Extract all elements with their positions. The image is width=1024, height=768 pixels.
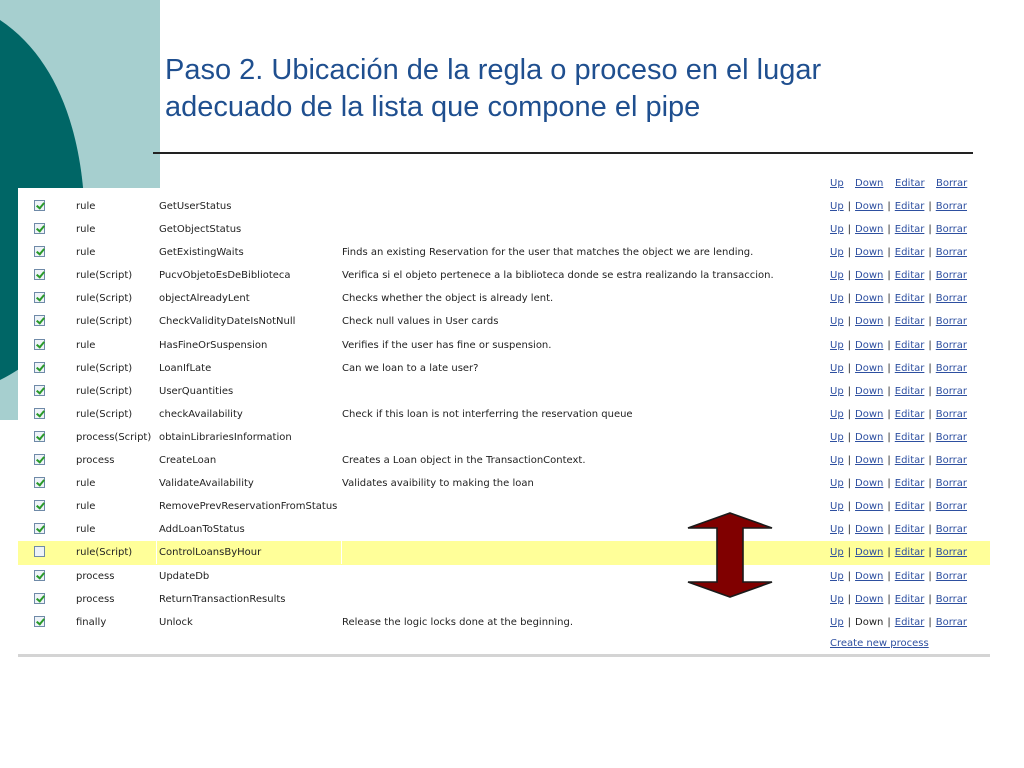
- row-checkbox-cell: [32, 541, 52, 564]
- delete-link[interactable]: Borrar: [935, 201, 968, 212]
- down-link[interactable]: Down: [855, 478, 884, 490]
- row-name: LoanIfLate: [159, 362, 212, 374]
- down-link[interactable]: Down: [855, 224, 884, 236]
- row-description: Can we loan to a late user?: [342, 362, 479, 374]
- action-separator: |: [887, 316, 891, 328]
- up-link[interactable]: Up: [830, 547, 844, 559]
- action-separator: |: [887, 478, 891, 490]
- row-actions: [830, 565, 990, 588]
- enabled-checkbox[interactable]: [34, 362, 45, 373]
- action-separator: |: [887, 408, 891, 420]
- delete-link[interactable]: Borrar: [935, 570, 968, 582]
- row-description: [342, 218, 827, 241]
- delete-link[interactable]: Borrar: [935, 224, 968, 236]
- down-link[interactable]: Down: [855, 339, 884, 351]
- up-link[interactable]: Up: [830, 593, 844, 605]
- up-link[interactable]: Up: [830, 201, 844, 212]
- row-name: HasFineOrSuspension: [159, 339, 268, 351]
- down-label: Down: [855, 616, 884, 628]
- up-link[interactable]: Up: [830, 316, 844, 328]
- up-link[interactable]: Up: [830, 408, 844, 420]
- action-separator: |: [928, 224, 932, 236]
- up-link[interactable]: Up: [830, 339, 844, 351]
- row-actions: [830, 310, 990, 333]
- row-actions: [830, 380, 990, 403]
- row-name: ValidateAvailability: [159, 478, 254, 490]
- row-checkbox-cell: [32, 472, 52, 495]
- row-type: process: [76, 570, 115, 582]
- edit-link[interactable]: Editar: [894, 431, 925, 443]
- table-row: [18, 357, 990, 380]
- action-separator: |: [887, 593, 891, 605]
- down-link[interactable]: Down: [855, 201, 884, 212]
- down-link[interactable]: Down: [855, 570, 884, 582]
- down-link[interactable]: Down: [855, 547, 884, 559]
- up-link[interactable]: Up: [830, 455, 844, 467]
- row-type: process: [76, 455, 115, 467]
- edit-link[interactable]: Editar: [894, 616, 925, 628]
- row-description: [342, 426, 827, 449]
- enabled-checkbox[interactable]: [34, 315, 45, 326]
- action-separator: |: [928, 408, 932, 420]
- edit-link[interactable]: Editar: [894, 524, 925, 536]
- table-row: [18, 310, 990, 333]
- row-type: rule(Script): [76, 316, 133, 328]
- double-arrow-icon: [686, 511, 774, 599]
- row-type: rule(Script): [76, 270, 133, 282]
- up-link[interactable]: Up: [830, 362, 844, 374]
- up-link[interactable]: Up: [830, 178, 844, 189]
- row-description: Check null values in User cards: [342, 316, 499, 328]
- row-name: GetObjectStatus: [159, 224, 242, 236]
- table-row: [18, 565, 990, 588]
- enabled-checkbox[interactable]: [34, 593, 45, 604]
- action-separator: |: [887, 455, 891, 467]
- row-checkbox-cell: [32, 588, 52, 611]
- row-checkbox-cell: [32, 495, 52, 518]
- row-name: PucvObjetoEsDeBiblioteca: [159, 270, 291, 282]
- enabled-checkbox[interactable]: [34, 431, 45, 442]
- row-actions: [830, 449, 990, 472]
- enabled-checkbox[interactable]: [34, 246, 45, 257]
- row-type: rule(Script): [76, 362, 133, 374]
- row-actions: [830, 264, 990, 287]
- action-separator: |: [928, 616, 932, 628]
- row-description: Verifica si el objeto pertenece a la biblioteca donde se estra realizando la transaccion.: [342, 270, 774, 282]
- row-actions: [830, 426, 990, 449]
- action-separator: |: [847, 316, 852, 328]
- row-checkbox-cell: [32, 218, 52, 241]
- row-type: rule: [76, 478, 96, 490]
- row-description: Finds an existing Reservation for the user that matches the object we are lending.: [342, 247, 754, 259]
- edit-link[interactable]: Editar: [894, 247, 925, 259]
- table-row: [18, 472, 990, 495]
- title-divider: [153, 152, 973, 154]
- enabled-checkbox[interactable]: [34, 339, 45, 350]
- edit-link[interactable]: Editar: [894, 362, 925, 374]
- action-separator: |: [847, 224, 852, 236]
- row-actions: [830, 495, 990, 518]
- up-link[interactable]: Up: [830, 385, 844, 397]
- down-link[interactable]: Down: [855, 455, 884, 467]
- action-separator: |: [847, 362, 852, 374]
- action-separator: |: [847, 455, 852, 467]
- delete-link[interactable]: Borrar: [935, 362, 968, 374]
- action-separator: |: [928, 455, 932, 467]
- action-separator: |: [887, 201, 891, 212]
- delete-link[interactable]: Borrar: [935, 270, 968, 282]
- row-actions: [830, 195, 990, 218]
- row-type: process(Script): [76, 431, 152, 443]
- action-separator: |: [928, 362, 932, 374]
- edit-link[interactable]: Editar: [894, 570, 925, 582]
- down-link[interactable]: Down: [855, 524, 884, 536]
- down-link[interactable]: Down: [855, 178, 884, 189]
- table-row: [18, 264, 990, 287]
- row-description: [342, 195, 827, 218]
- table-row: [18, 518, 990, 541]
- action-separator: |: [887, 431, 891, 443]
- enabled-checkbox[interactable]: [34, 292, 45, 303]
- down-link[interactable]: Down: [855, 385, 884, 397]
- table-row: [18, 611, 990, 634]
- action-separator: |: [928, 385, 932, 397]
- delete-link[interactable]: Borrar: [935, 501, 968, 513]
- delete-link[interactable]: Borrar: [935, 616, 968, 628]
- row-name: checkAvailability: [159, 408, 243, 420]
- row-actions: [830, 611, 990, 634]
- enabled-checkbox[interactable]: [34, 546, 45, 557]
- edit-link[interactable]: Editar: [894, 270, 925, 282]
- edit-link[interactable]: Editar: [894, 339, 925, 351]
- action-separator: |: [928, 293, 932, 305]
- action-separator: |: [847, 593, 852, 605]
- table-row: [18, 287, 990, 310]
- edit-link[interactable]: Editar: [894, 455, 925, 467]
- row-checkbox-cell: [32, 565, 52, 588]
- action-separator: |: [928, 524, 932, 536]
- row-checkbox-cell: [32, 403, 52, 426]
- table-row: [18, 588, 990, 611]
- edit-link[interactable]: Editar: [895, 178, 925, 189]
- down-link[interactable]: Down: [855, 316, 884, 328]
- action-separator: |: [928, 431, 932, 443]
- row-type: rule: [76, 501, 96, 513]
- row-type: rule(Script): [76, 541, 157, 564]
- row-name: CheckValidityDateIsNotNull: [159, 316, 296, 328]
- delete-link[interactable]: Borrar: [935, 593, 968, 605]
- row-actions: [830, 541, 990, 564]
- action-separator: |: [928, 270, 932, 282]
- up-link[interactable]: Up: [830, 616, 844, 628]
- action-separator: |: [928, 570, 932, 582]
- row-description: Checks whether the object is already lent.: [342, 293, 554, 305]
- table-row: [18, 403, 990, 426]
- action-separator: |: [887, 524, 891, 536]
- row-name: GetExistingWaits: [159, 247, 244, 259]
- row-name: GetUserStatus: [159, 201, 232, 212]
- delete-link[interactable]: Borrar: [935, 455, 968, 467]
- row-checkbox-cell: [32, 264, 52, 287]
- row-checkbox-cell: [32, 334, 52, 357]
- table-row: [18, 449, 990, 472]
- row-type: process: [76, 593, 115, 605]
- down-link[interactable]: Down: [855, 362, 884, 374]
- edit-link[interactable]: Editar: [894, 593, 925, 605]
- delete-link[interactable]: Borrar: [935, 408, 968, 420]
- edit-link[interactable]: Editar: [894, 201, 925, 212]
- edit-link[interactable]: Editar: [894, 501, 925, 513]
- row-checkbox-cell: [32, 195, 52, 218]
- row-type: rule: [76, 201, 96, 212]
- row-actions: [830, 472, 990, 495]
- up-link[interactable]: Up: [830, 431, 844, 443]
- enabled-checkbox[interactable]: [34, 408, 45, 419]
- delete-link[interactable]: Borrar: [935, 431, 968, 443]
- action-separator: |: [847, 408, 852, 420]
- row-type: rule(Script): [76, 293, 133, 305]
- row-checkbox-cell: [32, 241, 52, 264]
- table-row: [18, 541, 990, 564]
- action-separator: |: [847, 570, 852, 582]
- row-checkbox-cell: [32, 380, 52, 403]
- action-separator: |: [887, 270, 891, 282]
- action-separator: |: [847, 339, 852, 351]
- row-actions: [830, 357, 990, 380]
- row-description: Validates avaibility to making the loan: [342, 478, 534, 490]
- action-separator: |: [847, 478, 852, 490]
- row-name: UpdateDb: [159, 570, 210, 582]
- down-link[interactable]: Down: [855, 501, 884, 513]
- action-separator: |: [928, 316, 932, 328]
- delete-link[interactable]: Borrar: [935, 385, 968, 397]
- action-separator: |: [928, 247, 932, 259]
- row-description: [342, 380, 827, 403]
- enabled-checkbox[interactable]: [34, 477, 45, 488]
- delete-link[interactable]: Borrar: [936, 178, 968, 189]
- action-separator: |: [887, 339, 891, 351]
- row-checkbox-cell: [32, 449, 52, 472]
- edit-link[interactable]: Editar: [894, 316, 925, 328]
- enabled-checkbox[interactable]: [34, 223, 45, 234]
- row-name: AddLoanToStatus: [159, 524, 245, 536]
- delete-link[interactable]: Borrar: [935, 293, 968, 305]
- create-new-process-link[interactable]: Create new process: [830, 638, 929, 649]
- row-checkbox-cell: [32, 518, 52, 541]
- row-type: rule: [76, 339, 96, 351]
- slide-title-line2: adecuado de la lista que compone el pipe: [165, 91, 701, 123]
- row-name: obtainLibrariesInformation: [159, 431, 292, 443]
- slide-title: [165, 52, 985, 126]
- row-checkbox-cell: [32, 426, 52, 449]
- action-separator: |: [847, 501, 852, 513]
- action-separator: |: [928, 501, 932, 513]
- row-name: UserQuantities: [159, 385, 234, 397]
- table-row: [18, 195, 990, 218]
- row-actions: [830, 403, 990, 426]
- partial-row-cutoff: [18, 178, 990, 190]
- delete-link[interactable]: Borrar: [935, 524, 968, 536]
- action-separator: |: [887, 616, 891, 628]
- action-separator: |: [887, 501, 891, 513]
- row-name: Unlock: [159, 616, 193, 628]
- action-separator: |: [887, 293, 891, 305]
- action-separator: |: [847, 616, 852, 628]
- enabled-checkbox[interactable]: [34, 269, 45, 280]
- up-link[interactable]: Up: [830, 524, 844, 536]
- table-row: [18, 495, 990, 518]
- action-separator: |: [887, 362, 891, 374]
- row-actions: [830, 588, 990, 611]
- row-type: rule: [76, 247, 96, 259]
- enabled-checkbox[interactable]: [34, 500, 45, 511]
- up-link[interactable]: Up: [830, 478, 844, 490]
- delete-link[interactable]: Borrar: [935, 316, 968, 328]
- enabled-checkbox[interactable]: [34, 454, 45, 465]
- row-type: rule: [76, 224, 96, 236]
- down-link[interactable]: Down: [855, 408, 884, 420]
- edit-link[interactable]: Editar: [894, 293, 925, 305]
- action-separator: |: [928, 201, 932, 212]
- up-link[interactable]: Up: [830, 270, 844, 282]
- row-description: Verifies if the user has fine or suspension.: [342, 339, 552, 351]
- down-link[interactable]: Down: [855, 247, 884, 259]
- table-row: [18, 218, 990, 241]
- delete-link[interactable]: Borrar: [935, 247, 968, 259]
- row-checkbox-cell: [32, 611, 52, 634]
- delete-link[interactable]: Borrar: [935, 478, 968, 490]
- down-link[interactable]: Down: [855, 593, 884, 605]
- action-separator: |: [847, 524, 852, 536]
- enabled-checkbox[interactable]: [34, 385, 45, 396]
- action-separator: |: [847, 431, 852, 443]
- edit-link[interactable]: Editar: [894, 224, 925, 236]
- up-link[interactable]: Up: [830, 247, 844, 259]
- row-type: rule(Script): [76, 408, 133, 420]
- up-link[interactable]: Up: [830, 570, 844, 582]
- row-description: Creates a Loan object in the TransactionContext.: [342, 455, 586, 467]
- row-actions: [830, 518, 990, 541]
- action-separator: |: [847, 385, 852, 397]
- row-checkbox-cell: [32, 310, 52, 333]
- row-actions: [830, 241, 990, 264]
- row-description: Check if this loan is not interferring the reservation queue: [342, 408, 633, 420]
- up-link[interactable]: Up: [830, 224, 844, 236]
- pipe-list-panel: [18, 178, 990, 657]
- row-actions: [830, 218, 990, 241]
- edit-link[interactable]: Editar: [894, 385, 925, 397]
- up-link[interactable]: Up: [830, 501, 844, 513]
- row-name: CreateLoan: [159, 455, 217, 467]
- table-row: [18, 380, 990, 403]
- up-link[interactable]: Up: [830, 293, 844, 305]
- row-name: objectAlreadyLent: [159, 293, 250, 305]
- enabled-checkbox[interactable]: [34, 570, 45, 581]
- edit-link[interactable]: Editar: [894, 408, 925, 420]
- action-separator: |: [887, 570, 891, 582]
- action-separator: |: [887, 547, 891, 559]
- enabled-checkbox[interactable]: [34, 523, 45, 534]
- action-separator: |: [928, 339, 932, 351]
- action-separator: |: [928, 547, 932, 559]
- enabled-checkbox[interactable]: [34, 616, 45, 627]
- row-name: ControlLoansByHour: [159, 541, 342, 564]
- edit-link[interactable]: Editar: [894, 547, 925, 559]
- process-table: [18, 195, 990, 634]
- table-row: [18, 241, 990, 264]
- down-link[interactable]: Down: [855, 270, 884, 282]
- action-separator: |: [847, 293, 852, 305]
- row-checkbox-cell: [32, 287, 52, 310]
- row-type: rule: [76, 524, 96, 536]
- action-separator: |: [887, 247, 891, 259]
- row-type: finally: [76, 616, 107, 628]
- action-separator: |: [928, 593, 932, 605]
- table-row: [18, 426, 990, 449]
- action-separator: |: [847, 201, 852, 212]
- row-name: ReturnTransactionResults: [159, 593, 286, 605]
- action-separator: |: [887, 385, 891, 397]
- slide-title-line1: Paso 2. Ubicación de la regla o proceso en el lugar: [165, 54, 822, 86]
- row-type: rule(Script): [76, 385, 133, 397]
- row-description: Release the logic locks done at the beginning.: [342, 616, 574, 628]
- row-actions: [830, 287, 990, 310]
- action-separator: |: [847, 270, 852, 282]
- action-separator: |: [928, 478, 932, 490]
- row-name: RemovePrevReservationFromStatus: [159, 501, 338, 513]
- action-separator: |: [887, 224, 891, 236]
- row-actions: [830, 334, 990, 357]
- edit-link[interactable]: Editar: [894, 478, 925, 490]
- action-separator: |: [847, 547, 852, 559]
- delete-link[interactable]: Borrar: [935, 339, 968, 351]
- enabled-checkbox[interactable]: [34, 200, 45, 211]
- action-separator: |: [847, 247, 852, 259]
- down-link[interactable]: Down: [855, 431, 884, 443]
- down-link[interactable]: Down: [855, 293, 884, 305]
- row-checkbox-cell: [32, 357, 52, 380]
- table-row: [18, 334, 990, 357]
- delete-link[interactable]: Borrar: [935, 547, 968, 559]
